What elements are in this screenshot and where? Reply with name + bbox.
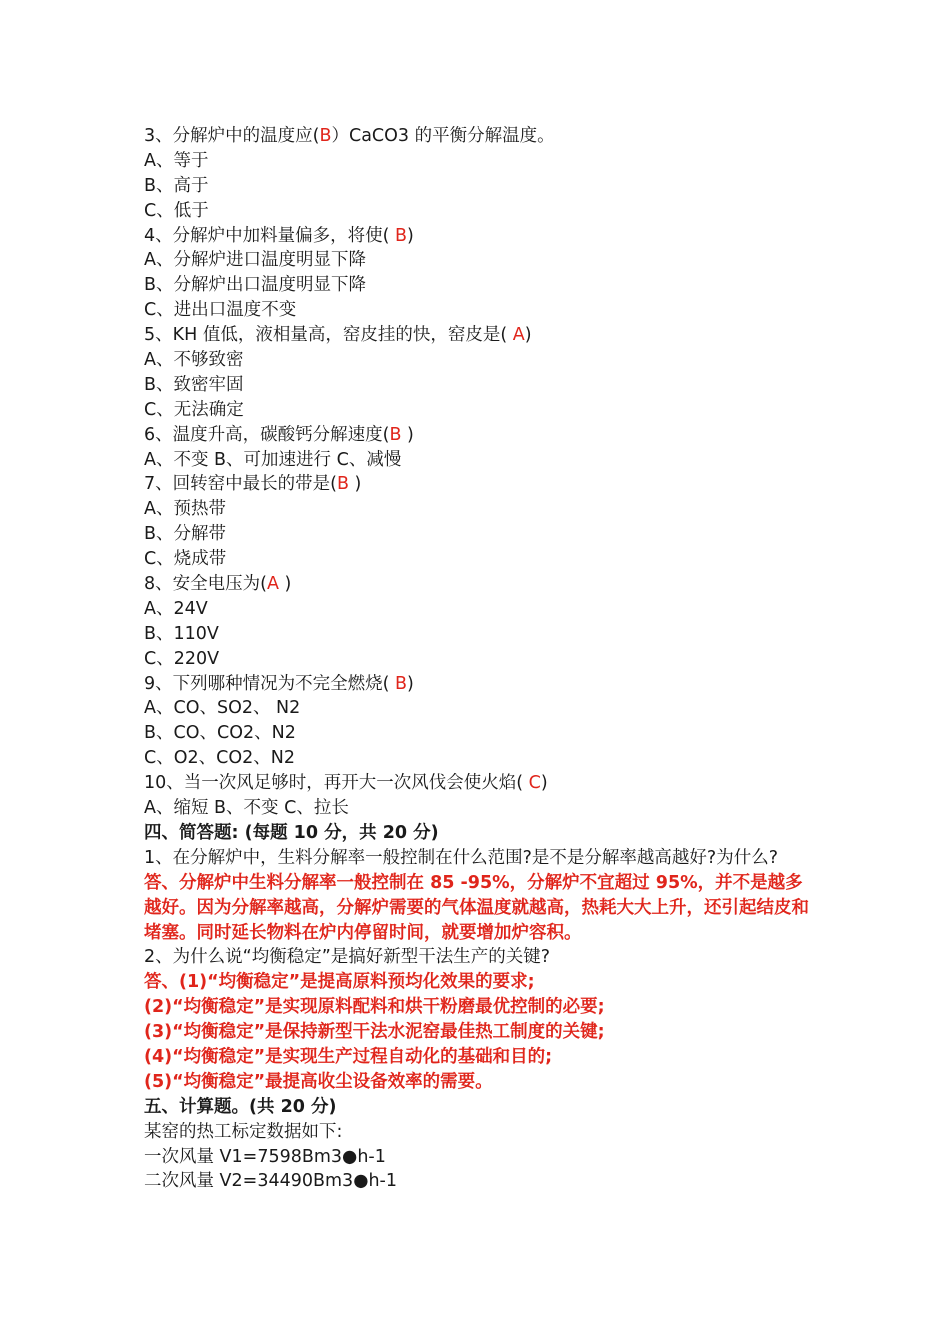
- calculation-intro: 某窑的热工标定数据如下:: [144, 1121, 343, 1142]
- question-10-stem: 10、当一次风足够时，再开大一次风伐会使火焰( C): [144, 773, 548, 794]
- short-answer-question-2: 2、为什么说“均衡稳定”是搞好新型干法生产的关键?: [144, 947, 551, 968]
- option-line: A、不变 B、可加速进行 C、减慢: [144, 449, 402, 470]
- option-line: C、进出口温度不变: [144, 300, 297, 321]
- short-answer-answer-1: 答、分解炉中生料分解率一般控制在 85 -95%，分解炉不宜超过 95%，并不是越多越好。因为分解率越高，分解炉需要的气体温度就越高，热耗大大上升，还引起结皮和堵塞。同时延长物料在炉内停留时间，就要增加炉容积。: [144, 872, 809, 943]
- document-page: [144, 124, 814, 1194]
- short-answer-question-1: 1、在分解炉中，生料分解率一般控制在什么范围?是不是分解率越高越好?为什么?: [144, 847, 778, 868]
- answer-mark: B: [319, 126, 332, 146]
- short-answer-answer-2-line: (5)“均衡稳定”最提高收尘设备效率的需要。: [144, 1071, 493, 1092]
- question-9-stem: 9、下列哪种情况为不完全燃烧( B): [144, 673, 414, 694]
- question-4-stem: 4、分解炉中加料量偏多，将使( B): [144, 225, 414, 246]
- question-7-stem: 7、回转窑中最长的带是(B ): [144, 474, 362, 495]
- option-line: A、缩短 B、不变 C、拉长: [144, 798, 349, 819]
- answer-mark: B: [395, 673, 408, 694]
- answer-mark: A: [512, 325, 525, 346]
- option-line: C、220V: [144, 648, 220, 669]
- option-line: C、O2、CO2、N2: [144, 748, 295, 769]
- option-line: B、分解带: [144, 524, 227, 545]
- question-8-stem: 8、安全电压为(A ): [144, 574, 292, 595]
- answer-mark: A: [266, 574, 279, 595]
- question-5-stem: 5、KH 值低，液相量高，窑皮挂的快，窑皮是( A): [144, 325, 532, 346]
- answer-mark: B: [395, 225, 408, 246]
- option-line: A、不够致密: [144, 350, 244, 371]
- option-line: B、高于: [144, 175, 209, 196]
- option-line: C、低于: [144, 200, 209, 221]
- short-answer-answer-2-line: (2)“均衡稳定”是实现原料配料和烘干粉磨最优控制的必要;: [144, 997, 605, 1018]
- short-answer-answer-2-line: (4)“均衡稳定”是实现生产过程自动化的基础和目的;: [144, 1047, 553, 1068]
- answer-mark: C: [528, 773, 541, 794]
- answer-mark: B: [336, 474, 349, 495]
- question-3-stem: 3、分解炉中的温度应(B）CaCO3 的平衡分解温度。: [144, 126, 555, 146]
- short-answer-answer-2-line: (3)“均衡稳定”是保持新型干法水泥窑最佳热工制度的关键;: [144, 1022, 605, 1043]
- option-line: A、等于: [144, 150, 209, 171]
- option-line: B、CO、CO2、N2: [144, 723, 296, 744]
- short-answer-answer-2-line: 答、(1)“均衡稳定”是提高原料预均化效果的要求;: [144, 972, 535, 993]
- section-5-heading: 五、计算题。(共 20 分): [144, 1096, 337, 1117]
- option-line: A、预热带: [144, 499, 226, 520]
- calculation-data-line: 二次风量 V2=34490Bm3●h-1: [144, 1171, 397, 1192]
- option-line: A、24V: [144, 598, 208, 619]
- option-line: C、无法确定: [144, 399, 244, 420]
- option-line: B、分解炉出口温度明显下降: [144, 275, 367, 296]
- option-line: B、110V: [144, 623, 219, 644]
- option-line: B、致密牢固: [144, 374, 244, 395]
- section-4-heading: 四、简答题: (每题 10 分，共 20 分): [144, 822, 439, 843]
- option-line: C、烧成带: [144, 549, 227, 570]
- option-line: A、分解炉进口温度明显下降: [144, 250, 366, 271]
- answer-mark: B: [389, 424, 402, 445]
- option-line: A、CO、SO2、 N2: [144, 698, 301, 719]
- calculation-data-line: 一次风量 V1=7598Bm3●h-1: [144, 1146, 386, 1167]
- question-6-stem: 6、温度升高，碳酸钙分解速度(B ): [144, 424, 414, 445]
